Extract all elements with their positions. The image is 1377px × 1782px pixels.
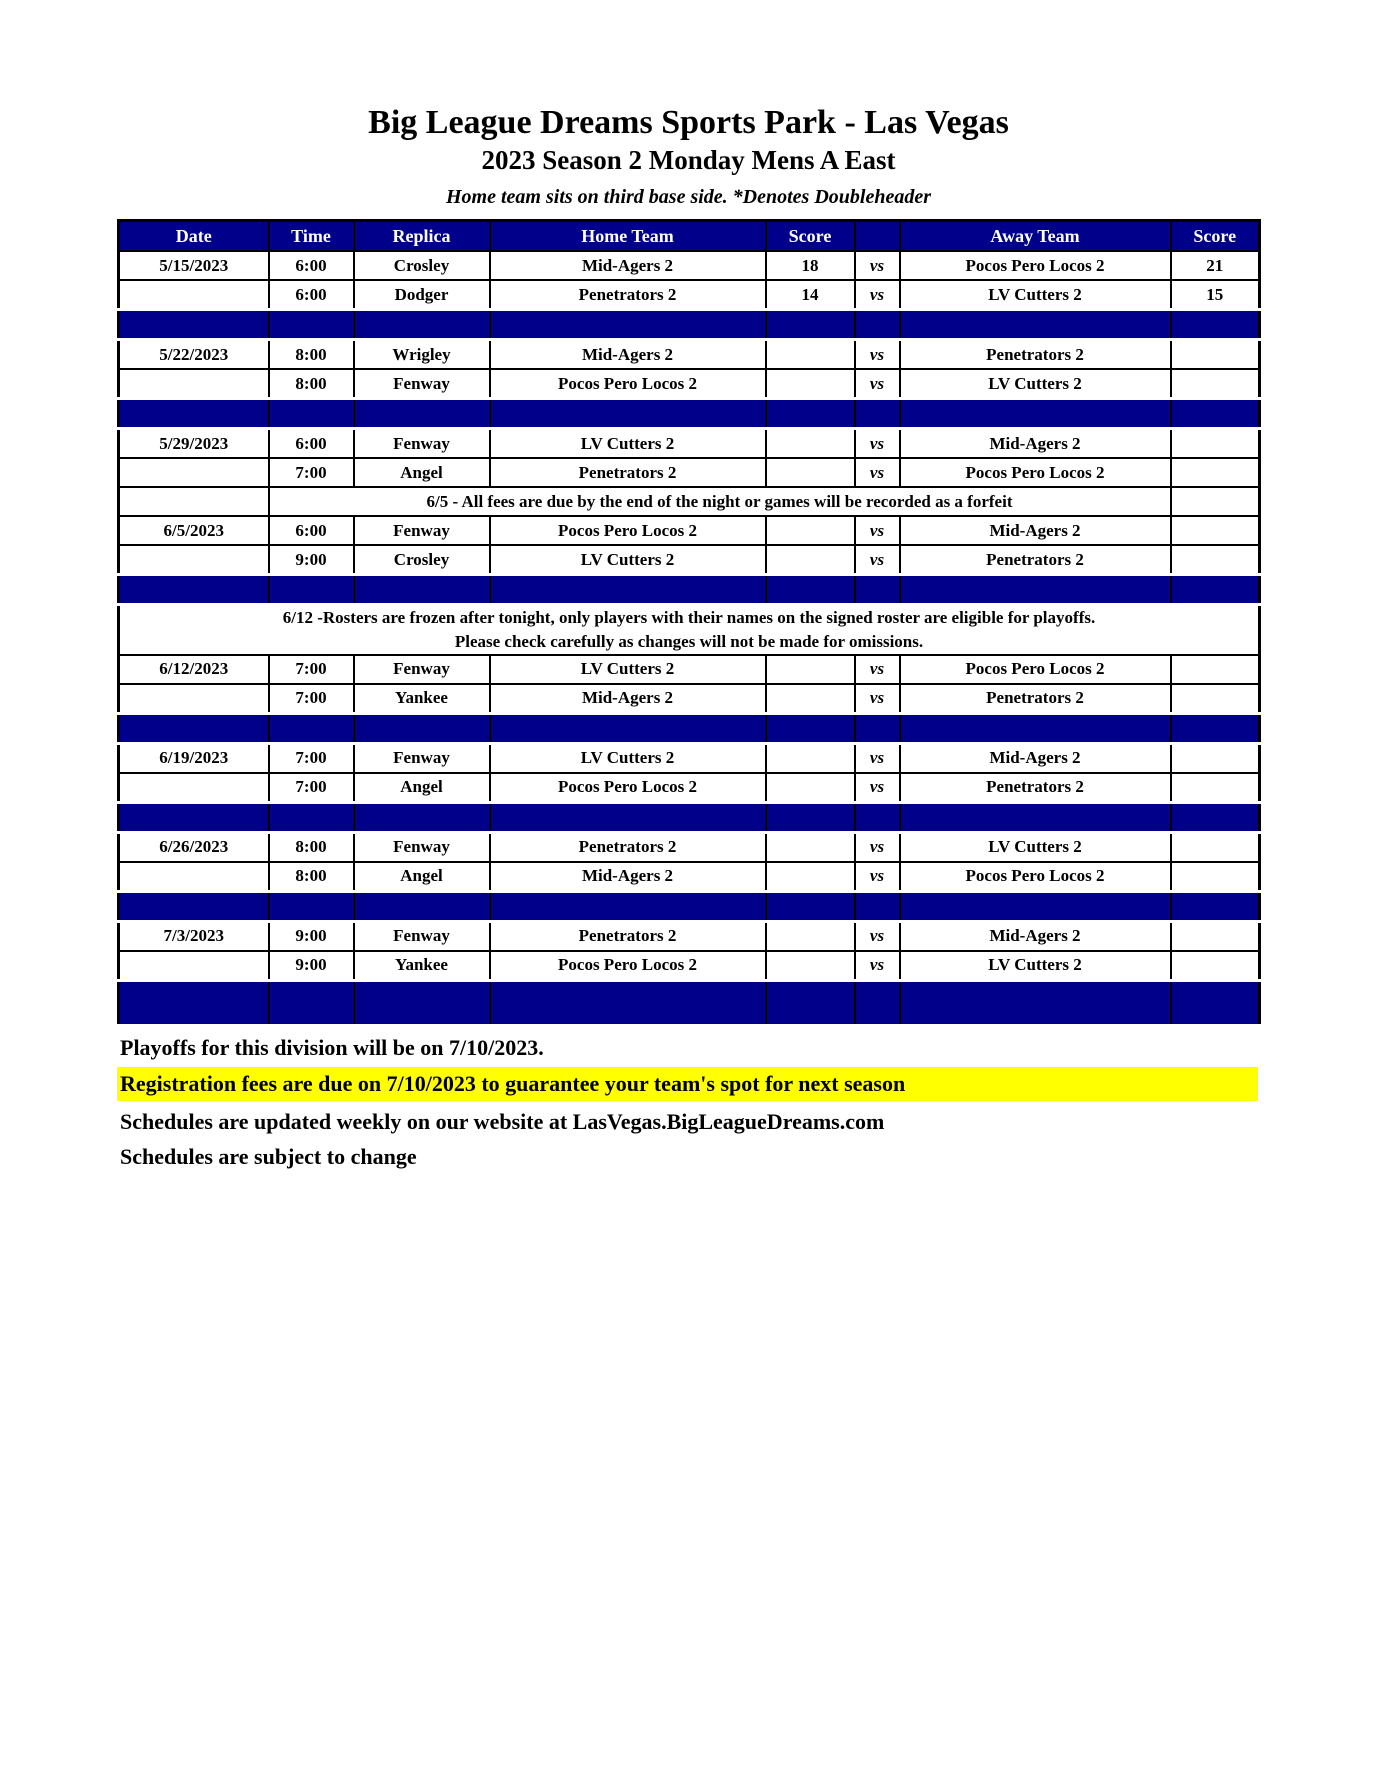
away-team-cell: LV Cutters 2 [900, 280, 1171, 310]
time-cell: 6:00 [269, 251, 354, 280]
time-cell: 7:00 [269, 458, 354, 487]
fees-note-text: 6/5 - All fees are due by the end of the night or games will be recorded as a forfeit [269, 487, 1171, 516]
separator-cell [119, 891, 269, 921]
time-cell: 6:00 [269, 280, 354, 310]
away-team-cell: LV Cutters 2 [900, 369, 1171, 399]
vs-label: vs [855, 369, 900, 399]
away-score-cell [1171, 340, 1260, 370]
separator-cell [354, 713, 490, 743]
home-score-cell [766, 369, 855, 399]
separator-cell [1171, 399, 1260, 429]
website-note: Schedules are updated weekly on our website at LasVegas.BigLeagueDreams.com [120, 1108, 885, 1134]
separator-cell [490, 980, 766, 1025]
home-score-cell [766, 684, 855, 714]
separator-cell [1171, 713, 1260, 743]
away-score-cell [1171, 951, 1260, 981]
game-row [119, 251, 1260, 280]
division-subtitle: 2023 Season 2 Monday Mens A East [481, 145, 896, 175]
home-team-cell: Mid-Agers 2 [490, 684, 766, 714]
replica-cell: Angel [354, 458, 490, 487]
vs-label: vs [855, 251, 900, 280]
vs-label: vs [855, 545, 900, 575]
separator-cell [855, 713, 900, 743]
away-score-cell [1171, 832, 1260, 862]
game-row [119, 862, 1260, 892]
date-cell: 5/15/2023 [119, 251, 269, 280]
replica-cell: Fenway [354, 921, 490, 951]
separator-cell [900, 980, 1171, 1025]
vs-label: vs [855, 921, 900, 951]
home-score-cell [766, 429, 855, 459]
replica-cell: Wrigley [354, 340, 490, 370]
home-team-cell: Penetrators 2 [490, 280, 766, 310]
away-score-cell [1171, 545, 1260, 575]
separator-cell [269, 891, 354, 921]
away-score-cell [1171, 684, 1260, 714]
away-team-cell: Penetrators 2 [900, 340, 1171, 370]
separator-cell [269, 310, 354, 340]
separator-cell [900, 802, 1171, 832]
replica-cell: Fenway [354, 429, 490, 459]
game-row [119, 773, 1260, 803]
separator-cell [766, 575, 855, 605]
roster-freeze-row [119, 605, 1260, 655]
separator-cell [490, 310, 766, 340]
column-header: Date [119, 221, 269, 252]
separator-cell [354, 575, 490, 605]
game-row [119, 684, 1260, 714]
away-team-cell: Penetrators 2 [900, 684, 1171, 714]
replica-cell: Yankee [354, 951, 490, 981]
game-row [119, 429, 1260, 459]
date-cell [119, 458, 269, 487]
home-team-cell: Mid-Agers 2 [490, 251, 766, 280]
date-cell: 6/5/2023 [119, 516, 269, 545]
away-team-cell: Mid-Agers 2 [900, 516, 1171, 545]
time-cell: 6:00 [269, 429, 354, 459]
vs-label: vs [855, 280, 900, 310]
separator-cell [119, 399, 269, 429]
home-team-cell: Penetrators 2 [490, 832, 766, 862]
separator-cell [119, 575, 269, 605]
column-header: Home Team [490, 221, 766, 252]
away-team-cell: LV Cutters 2 [900, 951, 1171, 981]
replica-cell: Dodger [354, 280, 490, 310]
away-score-cell: 21 [1171, 251, 1260, 280]
separator-cell [269, 399, 354, 429]
date-cell: 6/26/2023 [119, 832, 269, 862]
away-score-cell [1171, 743, 1260, 773]
home-score-cell [766, 516, 855, 545]
separator-row [119, 575, 1260, 605]
replica-cell: Fenway [354, 369, 490, 399]
away-score-cell [1171, 655, 1260, 684]
vs-label: vs [855, 832, 900, 862]
home-score-cell [766, 951, 855, 981]
replica-cell: Fenway [354, 655, 490, 684]
home-score-cell [766, 655, 855, 684]
game-row [119, 545, 1260, 575]
separator-cell [900, 310, 1171, 340]
separator-cell [900, 713, 1171, 743]
roster-freeze-line: 6/12 -Rosters are frozen after tonight, only players with their names on the signed roster are eligible for playoffs. [282, 608, 1096, 627]
home-team-cell: Pocos Pero Locos 2 [490, 369, 766, 399]
playoffs-note: Playoffs for this division will be on 7/10/2023. [120, 1034, 544, 1060]
vs-label: vs [855, 655, 900, 684]
separator-cell [490, 399, 766, 429]
separator-cell [269, 802, 354, 832]
date-cell: 5/29/2023 [119, 429, 269, 459]
home-team-cell: Penetrators 2 [490, 921, 766, 951]
game-row [119, 951, 1260, 981]
date-cell [119, 369, 269, 399]
date-cell: 7/3/2023 [119, 921, 269, 951]
separator-cell [766, 980, 855, 1025]
column-header: Score [766, 221, 855, 252]
home-score-cell [766, 832, 855, 862]
vs-label: vs [855, 684, 900, 714]
separator-cell [1171, 310, 1260, 340]
date-cell [119, 773, 269, 803]
schedule-table [117, 219, 1261, 1027]
separator-cell [119, 802, 269, 832]
separator-cell [900, 891, 1171, 921]
separator-cell [1171, 891, 1260, 921]
game-row [119, 516, 1260, 545]
home-team-cell: LV Cutters 2 [490, 655, 766, 684]
replica-cell: Yankee [354, 684, 490, 714]
field-note: Home team sits on third base side. *Denotes Doubleheader [446, 186, 931, 208]
away-team-cell: Mid-Agers 2 [900, 429, 1171, 459]
separator-cell [354, 399, 490, 429]
separator-cell [900, 399, 1171, 429]
home-team-cell: LV Cutters 2 [490, 545, 766, 575]
home-score-cell [766, 743, 855, 773]
registration-fees-note: Registration fees are due on 7/10/2023 to guarantee your team's spot for next season [117, 1067, 1258, 1101]
away-score-cell [1171, 458, 1260, 487]
home-score-cell [766, 340, 855, 370]
vs-label: vs [855, 951, 900, 981]
column-header: Time [269, 221, 354, 252]
home-team-cell: LV Cutters 2 [490, 429, 766, 459]
separator-cell [766, 310, 855, 340]
away-score-cell [1171, 862, 1260, 892]
time-cell: 8:00 [269, 832, 354, 862]
time-cell: 9:00 [269, 921, 354, 951]
separator-cell [1171, 575, 1260, 605]
schedule-table-body [119, 251, 1260, 1025]
time-cell: 7:00 [269, 684, 354, 714]
away-score-cell [1171, 429, 1260, 459]
replica-cell: Angel [354, 773, 490, 803]
separator-cell [766, 891, 855, 921]
game-row [119, 921, 1260, 951]
time-cell: 7:00 [269, 773, 354, 803]
separator-cell [1171, 487, 1260, 516]
time-cell: 7:00 [269, 655, 354, 684]
fees-note-row [119, 487, 1260, 516]
date-cell [119, 280, 269, 310]
separator-row [119, 713, 1260, 743]
column-header: Score [1171, 221, 1260, 252]
separator-cell [119, 310, 269, 340]
away-score-cell [1171, 516, 1260, 545]
game-row [119, 458, 1260, 487]
home-score-cell [766, 921, 855, 951]
away-team-cell: Mid-Agers 2 [900, 921, 1171, 951]
separator-cell [766, 713, 855, 743]
replica-cell: Fenway [354, 832, 490, 862]
home-score-cell: 14 [766, 280, 855, 310]
separator-cell [766, 399, 855, 429]
separator-cell [490, 802, 766, 832]
footer [117, 1034, 1258, 1171]
game-row [119, 743, 1260, 773]
time-cell: 8:00 [269, 369, 354, 399]
vs-label: vs [855, 773, 900, 803]
separator-row [119, 802, 1260, 832]
date-cell [119, 862, 269, 892]
away-team-cell: Pocos Pero Locos 2 [900, 655, 1171, 684]
away-team-cell: Pocos Pero Locos 2 [900, 862, 1171, 892]
game-row [119, 655, 1260, 684]
time-cell: 6:00 [269, 516, 354, 545]
separator-cell [269, 713, 354, 743]
away-team-cell: Mid-Agers 2 [900, 743, 1171, 773]
home-team-cell: Pocos Pero Locos 2 [490, 951, 766, 981]
separator-cell [269, 575, 354, 605]
separator-cell [855, 802, 900, 832]
home-score-cell [766, 458, 855, 487]
roster-freeze-line: Please check carefully as changes will not be made for omissions. [454, 631, 924, 651]
separator-cell [119, 980, 269, 1025]
vs-label: vs [855, 743, 900, 773]
home-team-cell: Mid-Agers 2 [490, 862, 766, 892]
separator-cell [855, 891, 900, 921]
separator-row [119, 980, 1260, 1025]
replica-cell: Crosley [354, 251, 490, 280]
roster-freeze-text [119, 605, 1260, 655]
game-row [119, 832, 1260, 862]
separator-cell [855, 310, 900, 340]
replica-cell: Crosley [354, 545, 490, 575]
away-score-cell [1171, 921, 1260, 951]
separator-cell [855, 399, 900, 429]
separator-row [119, 310, 1260, 340]
home-team-cell: LV Cutters 2 [490, 743, 766, 773]
away-score-cell: 15 [1171, 280, 1260, 310]
replica-cell: Fenway [354, 516, 490, 545]
date-cell [119, 545, 269, 575]
away-score-cell [1171, 773, 1260, 803]
date-cell: 5/22/2023 [119, 340, 269, 370]
date-cell: 6/19/2023 [119, 743, 269, 773]
vs-label: vs [855, 429, 900, 459]
time-cell: 9:00 [269, 545, 354, 575]
separator-cell [900, 575, 1171, 605]
separator-cell [855, 575, 900, 605]
column-header [855, 221, 900, 252]
home-score-cell: 18 [766, 251, 855, 280]
away-team-cell: Penetrators 2 [900, 545, 1171, 575]
separator-cell [354, 802, 490, 832]
away-team-cell: Pocos Pero Locos 2 [900, 251, 1171, 280]
vs-label: vs [855, 458, 900, 487]
separator-cell [354, 310, 490, 340]
separator-row [119, 399, 1260, 429]
separator-cell [490, 713, 766, 743]
home-team-cell: Mid-Agers 2 [490, 340, 766, 370]
away-score-cell [1171, 369, 1260, 399]
subject-to-change-note: Schedules are subject to change [120, 1143, 417, 1169]
date-cell [119, 951, 269, 981]
time-cell: 9:00 [269, 951, 354, 981]
date-cell: 6/12/2023 [119, 655, 269, 684]
separator-cell [119, 713, 269, 743]
separator-cell [1171, 802, 1260, 832]
vs-label: vs [855, 340, 900, 370]
separator-cell [855, 980, 900, 1025]
time-cell: 8:00 [269, 340, 354, 370]
separator-cell [766, 802, 855, 832]
separator-cell [269, 980, 354, 1025]
game-row [119, 369, 1260, 399]
home-team-cell: Pocos Pero Locos 2 [490, 516, 766, 545]
date-cell [119, 684, 269, 714]
separator-cell [1171, 980, 1260, 1025]
column-header: Replica [354, 221, 490, 252]
home-team-cell: Penetrators 2 [490, 458, 766, 487]
separator-row [119, 891, 1260, 921]
page-title: Big League Dreams Sports Park - Las Vegas [368, 104, 1009, 141]
away-team-cell: Penetrators 2 [900, 773, 1171, 803]
separator-cell [490, 575, 766, 605]
column-header: Away Team [900, 221, 1171, 252]
time-cell: 7:00 [269, 743, 354, 773]
vs-label: vs [855, 516, 900, 545]
schedule-table-header [119, 221, 1260, 252]
game-row [119, 340, 1260, 370]
away-team-cell: Pocos Pero Locos 2 [900, 458, 1171, 487]
separator-cell [490, 891, 766, 921]
replica-cell: Angel [354, 862, 490, 892]
home-team-cell: Pocos Pero Locos 2 [490, 773, 766, 803]
header-row [119, 221, 1260, 252]
home-score-cell [766, 773, 855, 803]
separator-cell [354, 980, 490, 1025]
replica-cell: Fenway [354, 743, 490, 773]
separator-cell [354, 891, 490, 921]
vs-label: vs [855, 862, 900, 892]
home-score-cell [766, 862, 855, 892]
game-row [119, 280, 1260, 310]
away-team-cell: LV Cutters 2 [900, 832, 1171, 862]
home-score-cell [766, 545, 855, 575]
time-cell: 8:00 [269, 862, 354, 892]
separator-cell [119, 487, 269, 516]
